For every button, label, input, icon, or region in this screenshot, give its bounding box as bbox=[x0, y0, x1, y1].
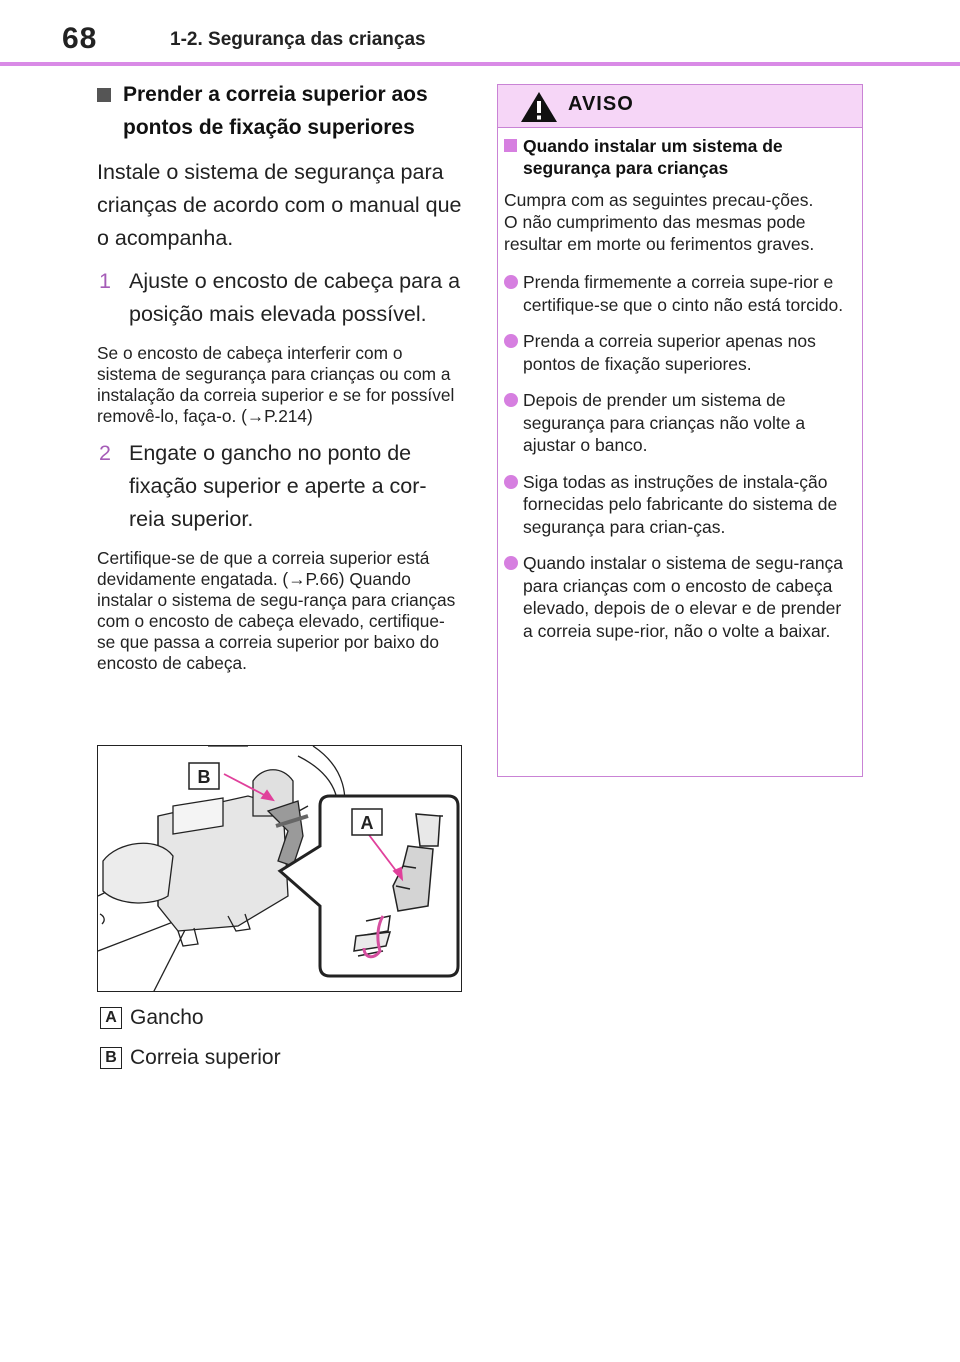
callout-label-a: A bbox=[360, 813, 374, 833]
heading-square-icon bbox=[97, 88, 111, 102]
legend-key-a: A bbox=[100, 1007, 122, 1029]
step-text: Ajuste o encosto de cabeça para a posição mais elevada possível. bbox=[129, 269, 461, 326]
page-number: 68 bbox=[62, 22, 98, 55]
warning-title: AVISO bbox=[568, 93, 634, 115]
section-heading bbox=[97, 78, 462, 144]
warning-bullet: Prenda a correia superior apenas nos pontos de fixação superiores. bbox=[504, 330, 846, 375]
legend-key-b: B bbox=[100, 1047, 122, 1069]
warning-bullet: Prenda firmemente a correia supe-rior e certifique-se que o cinto não está torcido. bbox=[504, 271, 846, 316]
warning-bullet: Quando instalar o sistema de segu-rança para crianças com o encosto de cabeça elevado, depois de o elevar e de prender a correia supe-rior, não o volte a baixar. bbox=[504, 552, 846, 642]
heading-line-2: pontos de fixação superiores bbox=[123, 116, 415, 139]
heading-line-1: Prender a correia superior aos bbox=[123, 83, 428, 106]
left-column bbox=[97, 78, 462, 674]
bullet-dot-icon bbox=[504, 275, 518, 289]
legend-item-b bbox=[100, 1042, 460, 1076]
child-seat-drawing bbox=[98, 746, 462, 992]
legend-item-a bbox=[100, 1002, 460, 1036]
heading-square-icon bbox=[504, 139, 517, 152]
bullet-dot-icon bbox=[504, 475, 518, 489]
bullet-dot-icon bbox=[504, 334, 518, 348]
header-rule bbox=[0, 62, 960, 66]
legend-text-b: Correia superior bbox=[130, 1046, 281, 1069]
warning-intro-2: O não cumprimento das mesmas pode resultar em morte ou ferimentos graves. bbox=[504, 212, 815, 254]
warning-body bbox=[498, 135, 862, 642]
page-header bbox=[0, 0, 960, 66]
warning-triangle-icon bbox=[520, 91, 558, 123]
warning-intro-1: Cumpra com as seguintes precau-ções. bbox=[504, 190, 814, 210]
intro-text: Instale o sistema de segurança para crianças de acordo com o manual que o acompanha. bbox=[97, 160, 462, 250]
installation-illustration bbox=[97, 745, 462, 992]
warning-box bbox=[497, 84, 863, 777]
callout-label-b: B bbox=[197, 767, 211, 787]
warning-bullet: Siga todas as instruções de instala-ção fornecidas pelo fabricante do sistema de segurança para crian-ças. bbox=[504, 471, 846, 539]
warning-heading: Quando instalar um sistema de segurança para crianças bbox=[504, 135, 846, 179]
step-1 bbox=[97, 265, 462, 331]
warning-bullet: Depois de prender um sistema de segurança para crianças não volte a ajustar o banco. bbox=[504, 389, 846, 457]
bullet-dot-icon bbox=[504, 556, 518, 570]
step-2 bbox=[97, 437, 462, 536]
step-1-note: Se o encosto de cabeça interferir com o sistema de segurança para crianças ou com a instalação da correia superior e se for possível removê-lo, faça-o. (→P.214) bbox=[97, 343, 455, 426]
section-title: 1-2. Segurança das crianças bbox=[170, 29, 426, 50]
step-text: Engate o gancho no ponto de fixação superior e aperte a cor-reia superior. bbox=[129, 441, 427, 531]
step-2-note: Certifique-se de que a correia superior está devidamente engatada. (→P.66) Quando instalar o sistema de segu-rança para crianças com o encosto de cabeça elevado, certifique-se que passa a correia superior por baixo do encosto de cabeça. bbox=[97, 548, 456, 673]
warning-header bbox=[498, 85, 862, 128]
step-number: 2 bbox=[99, 441, 111, 465]
step-number: 1 bbox=[99, 269, 111, 293]
legend-text-a: Gancho bbox=[130, 1006, 204, 1029]
bullet-dot-icon bbox=[504, 393, 518, 407]
